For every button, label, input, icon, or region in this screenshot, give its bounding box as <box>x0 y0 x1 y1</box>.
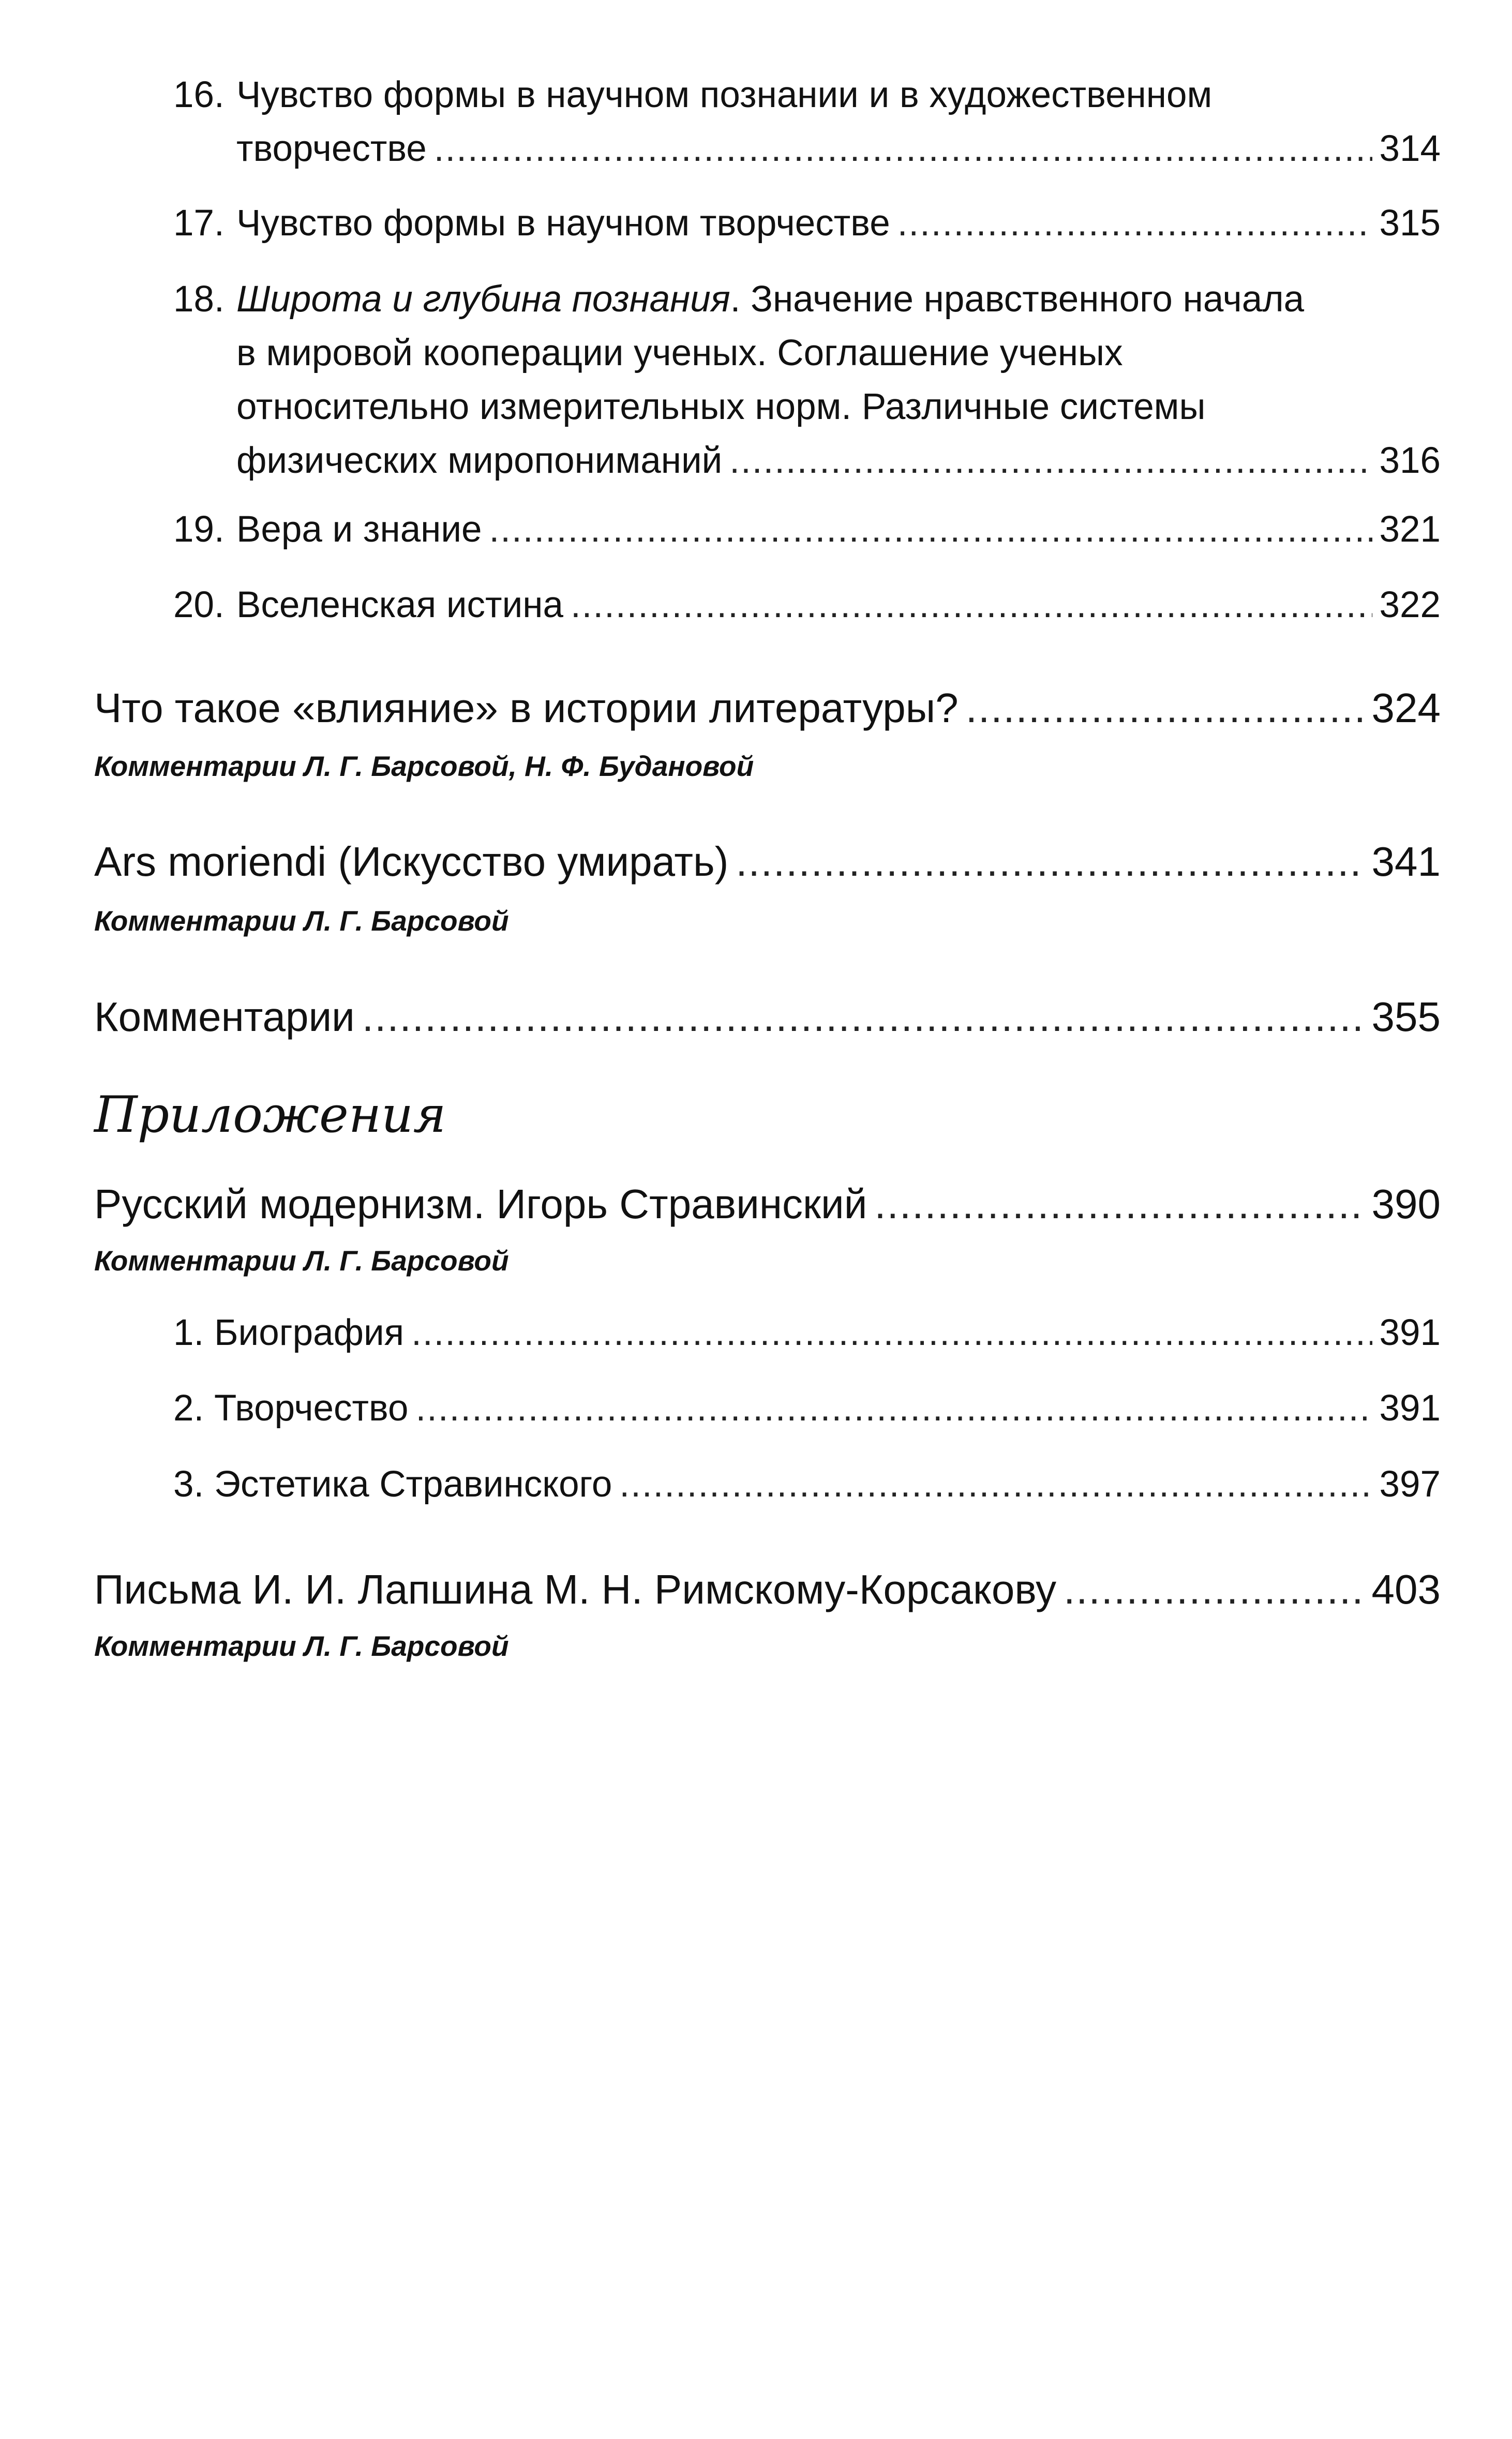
entry-number: 1. <box>173 1312 204 1353</box>
dot-leader <box>362 990 1365 1044</box>
entry-title <box>173 1382 408 1435</box>
entry-title-line: Чувство формы в научном познании и в художественном <box>236 74 1212 115</box>
entry-comment: Комментарии Л. Г. Барсовой <box>94 905 509 937</box>
entry-number: 17. <box>173 203 224 244</box>
page-number: 341 <box>1371 839 1441 885</box>
toc-entry-aesthetics[interactable] <box>173 1458 1441 1512</box>
page-number: 321 <box>1379 509 1441 550</box>
entry-title-rest: . Значение нравственного начала <box>730 279 1305 320</box>
entry-title-text: Творчество <box>214 1388 409 1429</box>
entry-title: Вселенская истина <box>236 585 563 625</box>
toc-entry-19[interactable] <box>173 503 1441 557</box>
page-number: 355 <box>1371 994 1441 1040</box>
page-number: 391 <box>1379 1388 1441 1429</box>
entry-title-line: относительно измерительных норм. Различные системы <box>236 386 1206 427</box>
dot-leader <box>729 434 1372 488</box>
entry-title-text: Биография <box>214 1312 405 1353</box>
entry-title <box>173 1306 404 1360</box>
dot-leader <box>434 122 1372 176</box>
toc-entry-biography[interactable] <box>173 1306 1441 1360</box>
dot-leader <box>874 1177 1364 1231</box>
toc-entry-modernism[interactable] <box>94 1177 1441 1231</box>
toc-entry-18[interactable] <box>173 273 1441 488</box>
entry-title: Что такое «влияние» в истории литературы? <box>94 685 959 731</box>
entry-title: Комментарии <box>94 994 355 1040</box>
page-number: 315 <box>1379 203 1441 244</box>
entry-italic-title: Широта и глубина познания <box>236 279 730 320</box>
dot-leader <box>411 1306 1372 1360</box>
toc-entry-17[interactable] <box>173 197 1441 250</box>
entry-comment: Комментарии Л. Г. Барсовой, Н. Ф. Будановой <box>94 750 754 782</box>
dot-leader <box>966 681 1365 735</box>
entry-title: Чувство формы в научном творчестве <box>236 203 890 244</box>
entry-number: 18. <box>173 279 224 320</box>
entry-number: 20. <box>173 585 224 625</box>
page-number: 314 <box>1379 128 1441 169</box>
dot-leader <box>489 503 1372 557</box>
entry-title-text: Эстетика Стравинского <box>214 1464 612 1505</box>
entry-comment: Комментарии Л. Г. Барсовой <box>94 1245 509 1277</box>
toc-entry-letters[interactable] <box>94 1563 1441 1617</box>
toc-entry-20[interactable] <box>173 578 1441 632</box>
page-number: 391 <box>1379 1312 1441 1353</box>
toc-entry-16[interactable] <box>173 68 1441 176</box>
entry-number: 2. <box>173 1388 204 1429</box>
entry-title-line: физических миропониманий <box>236 440 723 481</box>
entry-title-line: творчестве <box>236 128 427 169</box>
entry-title: Русский модернизм. Игорь Стравинский <box>94 1181 867 1227</box>
dot-leader <box>415 1382 1372 1435</box>
entry-number: 16. <box>173 74 224 115</box>
entry-title-line <box>236 273 1441 326</box>
section-title-appendix: Приложения <box>94 1086 446 1144</box>
page-number: 316 <box>1379 440 1441 481</box>
dot-leader <box>571 578 1372 632</box>
entry-title-line: в мировой кооперации ученых. Соглашение ученых <box>236 333 1123 373</box>
page-number: 397 <box>1379 1464 1441 1505</box>
toc-entry-creativity[interactable] <box>173 1382 1441 1435</box>
dot-leader <box>736 835 1364 889</box>
entry-title: Ars moriendi (Искусство умирать) <box>94 839 729 885</box>
dot-leader <box>1064 1563 1364 1617</box>
entry-title: Вера и знание <box>236 509 482 550</box>
entry-title: Письма И. И. Лапшина М. Н. Римскому-Корсакову <box>94 1566 1057 1612</box>
dot-leader <box>619 1458 1372 1512</box>
page-number: 322 <box>1379 585 1441 625</box>
page-number: 403 <box>1371 1566 1441 1612</box>
toc-entry-comments[interactable] <box>94 990 1441 1044</box>
entry-number: 3. <box>173 1464 204 1505</box>
entry-title <box>173 1458 612 1512</box>
dot-leader <box>897 197 1372 250</box>
entry-comment: Комментарии Л. Г. Барсовой <box>94 1630 509 1662</box>
page-number: 390 <box>1371 1181 1441 1227</box>
toc-entry-influence[interactable] <box>94 681 1441 735</box>
toc-entry-ars-moriendi[interactable] <box>94 835 1441 889</box>
page-number: 324 <box>1371 685 1441 731</box>
entry-number: 19. <box>173 509 224 550</box>
